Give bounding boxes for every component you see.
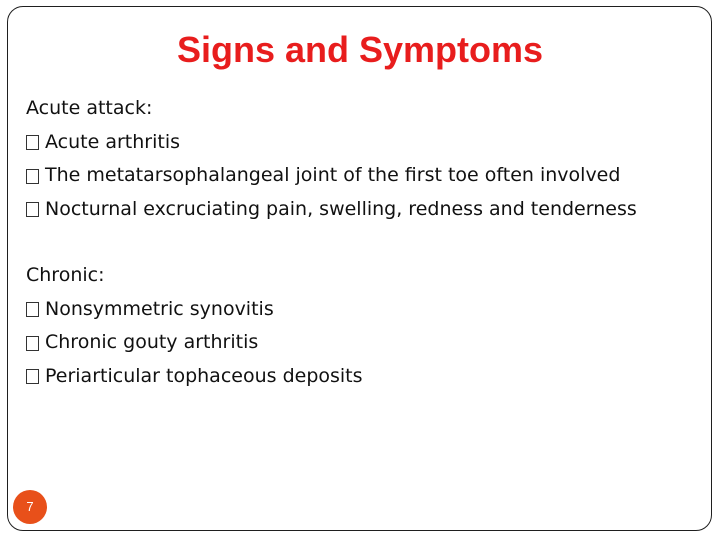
empty-box-icon [26, 369, 39, 384]
list-item [26, 193, 637, 227]
list-item [26, 360, 637, 394]
empty-box-icon [26, 169, 39, 184]
list-item [26, 126, 637, 160]
list-item-text: Nocturnal excruciating pain, swelling, redness and tenderness [45, 197, 637, 220]
list-item-text: Chronic gouty arthritis [45, 331, 259, 353]
slide-title: Signs and Symptoms [176, 29, 544, 70]
list-item-text: Acute arthritis [45, 130, 180, 153]
slide-content [26, 92, 637, 393]
list-item [26, 326, 637, 360]
list-item [26, 159, 637, 193]
empty-box-icon [26, 302, 39, 317]
section-gap [26, 226, 637, 259]
empty-box-icon [26, 202, 39, 217]
page-number-badge: 7 [13, 490, 47, 524]
acute-heading: Acute attack: [26, 97, 153, 119]
chronic-heading: Chronic: [26, 264, 105, 286]
list-item-text: Periarticular tophaceous deposits [45, 364, 363, 387]
empty-box-icon [26, 135, 39, 150]
list-item-text: The metatarsophalangeal joint of the first toe often involved [45, 164, 621, 186]
list-item-text: Nonsymmetric synovitis [45, 297, 274, 320]
list-item [26, 293, 637, 327]
empty-box-icon [26, 336, 39, 351]
